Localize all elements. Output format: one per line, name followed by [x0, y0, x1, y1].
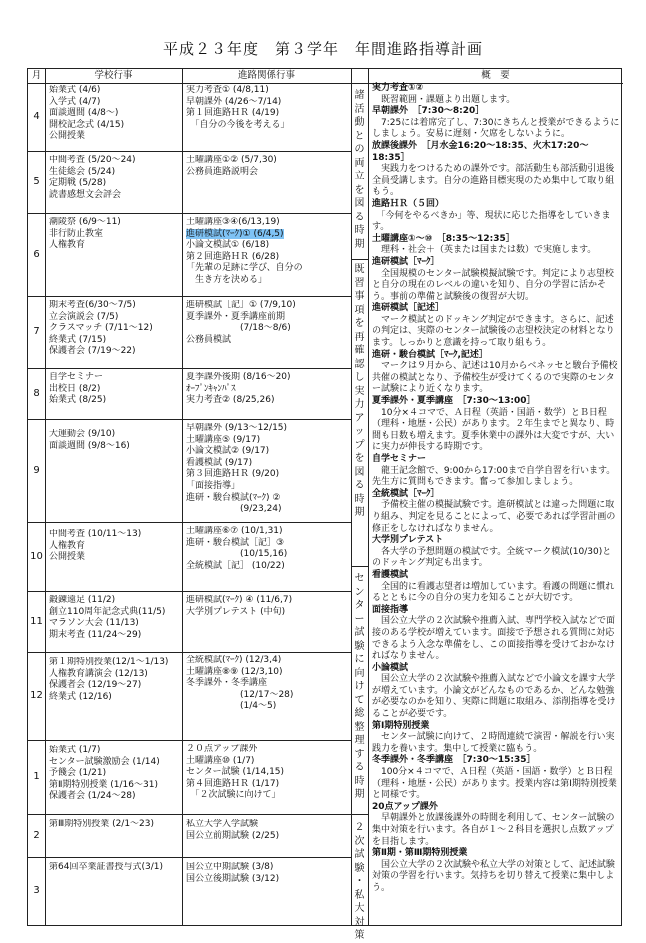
school-events-cell: 潮陵祭 (6/9～11) 非行防止教室 人権教育 [49, 217, 121, 251]
row-divider [28, 368, 351, 369]
overview-text: 予備校主催の模擬試験です。進研模試とは違った問題に取り組み、判定を見ることによって、必要であれば学習計画の修正をしなければなりません。 [372, 500, 616, 534]
overview-text: 既習範囲・課題より出題します。 [372, 94, 516, 105]
row-divider [28, 652, 351, 653]
career-line: 「先輩の足跡に学び、自分の [186, 263, 303, 274]
career-events-cell: ２０点アップ課外 土曜講座⑩ (1/7) センター試験 (1/14,15) 第４回進路ＨＲ (1/17) 「２次試験に向けて」 [186, 744, 285, 801]
row-divider [28, 419, 351, 420]
month-cell: 9 [33, 465, 40, 476]
overview-text: 100分×４コマで、Ａ日程（英語・国語・数学）とＢ日程（理科・地歴・公民）があります。授業内容は第Ⅰ期特別授業と同様です。 [372, 767, 617, 801]
overview-heading: 小論模試 [372, 662, 409, 673]
month-cell: 12 [30, 690, 43, 701]
phase-label: セ ン タ ー 試 験 に 向 け て 総 整 理 す る 時 期 [354, 573, 365, 800]
career-events-cell: 進研模試［記］① (7/9,10) 夏季課外・夏季講座前期 (7/18～8/6) 公務員模試 [186, 300, 296, 345]
highlighted-career-line: 進研模試(ﾏｰｸ)① (6/4,5) [186, 228, 284, 239]
overview-text: 早朝課外と放課後課外の時間を利用して、センター試験の集中対策を行います。各自が１～２科目を選択し点数アップを目指します。 [372, 813, 615, 847]
overview-text: 龍王記念館で、9:00から17:00まで自学自習を行います。先生方に質問もできます。奮って参加しましょう。 [372, 465, 616, 488]
overview-text: 10分×４コマで、Ａ日程（英語・国語・数学）とＢ日程（理科・地歴・公民）があります。２年生までと異なり、時間も日数も増えます。夏季休業中の課外は大変ですが、大いに実力が伸長する時期です。 [372, 407, 615, 453]
career-events-cell: 進研模試(ﾏｰｸ) ④ (11/6,7) 大学別プレテスト (中旬) [186, 595, 293, 617]
plan-table [27, 68, 622, 941]
month-cell: 5 [33, 176, 40, 187]
school-events-cell: 自学セミナー 出校日 (8/2) 始業式 (8/25) [49, 372, 107, 406]
overview-heading: 夏季課外・夏季講座 ［7:30～13:00］ [372, 396, 536, 407]
overview-heading: 20点アップ課外 [372, 801, 438, 812]
header-overview: 概 要 [481, 70, 510, 81]
phase-divider [351, 566, 368, 567]
school-events-cell: 第１期特別授業(12/1～1/13) 人権教育講演会 (12/13) 保護者会 (12/19～27) 終業式 (12/16) [49, 657, 169, 702]
overview-heading: 看護模試 [372, 569, 409, 580]
school-events-cell: 期末考査(6/30～7/5) 立会演説会 (7/5) クラスマッチ (7/11～12) 終業式 (7/15) 保護者会 (7/19～22) [49, 300, 153, 357]
overview-heading: 早朝課外 ［7:30～8:20］ [372, 106, 485, 117]
row-divider [28, 151, 351, 152]
month-cell: 11 [30, 616, 43, 627]
month-cell: 3 [33, 885, 40, 896]
row-divider [28, 857, 351, 858]
overview-heading: 冬季課外・冬季講座 ［7:30～15:35］ [372, 755, 536, 766]
row-divider [28, 522, 351, 523]
overview-text: 「今何をやるべきか」等、現状に応じた指導をしていきます。 [372, 210, 611, 233]
career-line: 第２回進路ＨＲ (6/28) [186, 251, 280, 262]
overview-heading: 第Ⅰ期特別授業 [372, 720, 430, 731]
overview-text: 7:25には着席完了し、7:30にきちんと授業ができるようにしましょう。安易に遅刻・欠席をしないように。 [372, 117, 620, 140]
month-cell: 4 [33, 111, 40, 122]
overview-text: 各大学の予想問題の模試です。全統マーク模試(10/30)とのドッキング判定も出ます。 [372, 546, 612, 569]
col-divider [368, 69, 369, 925]
school-events-cell: 第Ⅲ期特別授業 (2/1～23) [49, 819, 155, 829]
phase-divider [351, 259, 368, 260]
school-events-cell: 始業式 (4/6) 入学式 (4/7) 面談週間 (4/8～) 開校記念式 (4/15) 公開授業 [49, 85, 125, 142]
header-career-events: 進路関係行事 [237, 70, 295, 81]
row-divider [28, 591, 351, 592]
school-events-cell: 大運動会 (9/10) 面談週間 (9/8～16) [49, 429, 130, 451]
overview-heading: 第Ⅱ期・第Ⅲ期特別授業 [372, 848, 468, 859]
overview-text: マーク模試とのドッキング判定ができます。さらに、記述の判定は、実際のセンター試験後の志望校決定の材料となります。しっかりと意識を持って取り組もう。 [372, 314, 615, 349]
overview-heading: 大学別プレテスト [372, 535, 444, 546]
career-events-cell: 夏季課外後期 (8/16～20) ｵｰﾌﾟﾝｷｬﾝﾊﾟｽ 実力考査② (8/25,26) [186, 372, 291, 406]
month-cell: 2 [33, 830, 40, 841]
school-events-cell: 始業式 (1/7) センター試験激励会 (1/14) 予餞会 (1/21) 第Ⅱ期特別授業 (1/16～31) 保護者会 (1/24～28) [49, 745, 160, 802]
page-title: 平成２３年度 第３学年 年間進路指導計画 [162, 40, 483, 58]
month-cell: 8 [33, 388, 40, 399]
overview-text: 理科・社会＋（英または国または数）で実施します。 [372, 245, 597, 256]
overview-text: 実践力をつけるための課外です。部活動生も部活動引退後全員受講します。自分の進路目標実現のため集中して取り組もう。 [372, 164, 615, 198]
career-line: 小論文模試① (6/18) [186, 240, 270, 251]
header-school-events: 学校行事 [94, 70, 133, 81]
overview-heading: 進路ＨＲ（５回） [372, 198, 445, 209]
career-line: 土曜講座③④(6/13,19) [186, 217, 280, 227]
month-cell: 6 [33, 249, 40, 260]
career-events-cell: 土曜講座①② (5/7,30) 公務員進路説明会 [186, 155, 277, 177]
career-events-cell: 全統模試(ﾏｰｸ) (12/3,4) 土曜講座⑧⑨ (12/3,10) 冬季課外・冬季講座 (12/17～28) (1/4～5) [186, 655, 294, 712]
overview-text: センター試験に向けて、２時間連続で演習・解説を行い実践力を養います。集中して授業に臨もう。 [372, 732, 615, 754]
overview-heading: 実力考査①② [372, 83, 424, 93]
header-divider [28, 83, 368, 84]
overview-text: 全国的に看護志望者は増加しています。看護の問題に慣れるとともに今の自分の実力を知ることが大切です。 [372, 581, 615, 604]
career-events-cell: 土曜講座⑥⑦ (10/1,31) 進研・駿台模試［記］③ (10/15,16) 全統模試［記］ (10/22) [186, 526, 288, 571]
school-events-cell: 第64回卒業証書授与式(3/1) [49, 862, 163, 872]
school-events-cell: 中間考査 (5/20～24) 生徒総会 (5/24) 定期戦 (5/28) 読書感想文会評会 [49, 155, 136, 200]
overview-text: 全国規模のセンター試験模擬試験です。判定により志望校と自分の現在のレベルの違いを知り、自分の学習に活かそう。事前の準備と試験後の復習が大切。 [372, 268, 614, 302]
col-divider [182, 69, 183, 925]
month-cell: 7 [33, 326, 40, 337]
row-divider [28, 740, 351, 741]
career-events-cell [186, 217, 350, 287]
month-cell: 1 [33, 771, 40, 782]
overview-heading: 進研模試［記述］ [372, 303, 445, 314]
career-events-cell: 実力考査① (4/8,11) 早朝課外 (4/26～7/14) 第１回進路ＨＲ (4/19) 「自分の今後を考える」 [186, 85, 290, 130]
overview-heading: 面接指導 [372, 604, 409, 615]
overview-text: 国公立大学の２次試験や推薦入試などで小論文を課す大学が増えています。小論文がどんなものであるか、どんな勉強が必要なのかを知り、実際に問題に取組み、添削指導を受けることが必要です。 [372, 674, 616, 720]
overview-heading: 進研・駿台模試［ﾏｰｸ,記述］ [372, 349, 488, 360]
school-events-cell: 中間考査 (10/11～13) 人権教育 公開授業 [49, 529, 142, 563]
row-divider [28, 213, 351, 214]
career-events-cell: 国公立中期試験 (3/8) 国公立後期試験 (3/12) [186, 862, 280, 884]
overview-heading: 全統模試［ﾏｰｸ］ [372, 488, 440, 499]
overview-heading: 進研模試［ﾏｰｸ］ [372, 256, 440, 267]
row-divider [28, 814, 351, 815]
overview-heading: 土曜講座①～⑩ ［8:35～12:35］ [372, 233, 515, 244]
row-divider [28, 296, 351, 297]
overview-heading: 放課後課外 ［月水金16:20～18:35、火木17:20～18:35］ [372, 140, 589, 163]
school-events-cell: 鍛錬遠足 (11/2) 創立110周年記念式典(11/5) マラソン大会 (11/13) 期末考査 (11/24～29) [49, 595, 166, 640]
col-divider [45, 69, 46, 925]
career-line: 生き方を決める」 [186, 274, 268, 285]
month-cell: 10 [30, 551, 43, 562]
overview-heading: 自学セミナー [372, 454, 427, 464]
career-events-cell: 早朝課外 (9/13～12/15) 土曜講座⑤ (9/17) 小論文模試② (9/17) 看護模試 (9/17) 第３回進路ＨＲ (9/20) 「面接指導」 進研・駿台模試(ﾏｰｸ) ② (9/23,24) [186, 423, 288, 515]
phase-label: 既 習 事 項 を 再 確 認 し 実 力 ア ッ プ を 図 る 時 期 [354, 264, 365, 518]
overview-column [372, 83, 620, 895]
career-events-cell: 私立大学入学試験 国公立前期試験 (2/25) [186, 819, 280, 841]
header-month: 月 [31, 70, 42, 81]
phase-label: ２ 次 試 験 ・ 私 大 対 策 [354, 822, 365, 941]
overview-text: 国公立大学の２次試験や推薦入試、専門学校入試などで面接のある学校が増えています。面接で予想される質問に対応できるよう入念な準備をし、この面接指導を受けておかなければなりません。 [372, 616, 616, 662]
phase-divider [351, 814, 368, 815]
overview-text: 国公立大学の２次試験や私立大学の対策として、記述試験対策の学習を行います。気持ちを切り替えて授業に集中しよう。 [372, 859, 615, 893]
overview-text: マークは９月から、記述は10月からベネッセと駿台予備校共催の模試となり、予備校生が受けてくるので実際のセンター試験により近くなります。 [372, 361, 618, 395]
phase-label: 諸 活 動 と の 両 立 を 図 る 時 期 [354, 90, 365, 250]
